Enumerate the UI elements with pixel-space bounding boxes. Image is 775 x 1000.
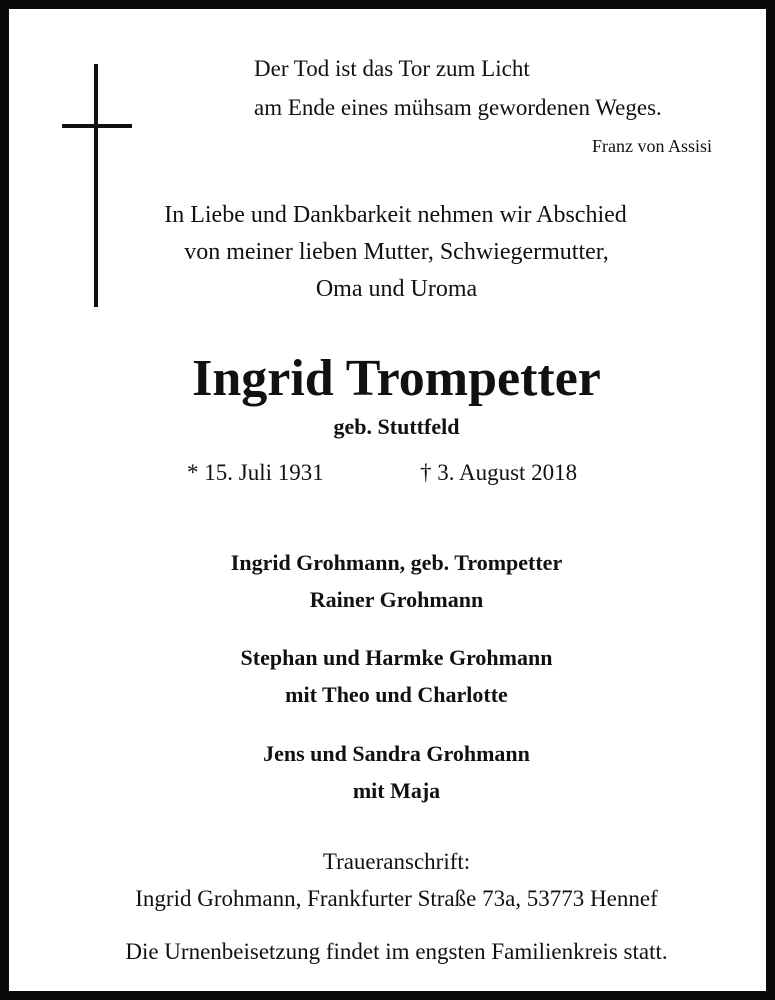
mourner-group [9,544,775,618]
intro-line-3: Oma und Uroma [315,276,478,302]
address-value: Ingrid Grohmann, Frankfurter Straße 73a, 53773 Hennef [135,886,658,911]
quote-line-2: am Ende eines mühsam gewordenen Weges. [254,95,662,120]
maiden-name: geb. Stuttfeld [333,414,460,439]
mourner-line: Rainer Grohmann [309,587,484,612]
quote-author: Franz von Assisi [591,136,712,156]
mourner-line: mit Theo und Charlotte [285,682,508,707]
quote-line-1: Der Tod ist das Tor zum Licht [254,56,530,81]
mourner-line: Jens und Sandra Grohmann [263,741,530,766]
closing-note: Die Urnenbeisetzung findet im engsten Familienkreis statt. [125,939,668,964]
mourner-line: Ingrid Grohmann, geb. Trompetter [230,550,563,575]
mourner-group [9,639,775,713]
intro-line-1: In Liebe und Dankbarkeit nehmen wir Abschied [164,202,627,228]
death-date: † 3. August 2018 [420,460,578,485]
deceased-name: Ingrid Trompetter [192,350,601,407]
address-label: Traueranschrift: [322,849,471,874]
intro-line-2: von meiner lieben Mutter, Schwiegermutter, [184,239,609,265]
intro-text [9,197,775,308]
cross-horizontal-bar [62,124,132,128]
mourner-line: mit Maja [352,778,441,803]
mourner-line: Stephan und Harmke Grohmann [240,645,553,670]
birth-date: * 15. Juli 1931 [187,460,324,485]
mourning-address [9,843,775,917]
mourner-group [9,735,775,809]
